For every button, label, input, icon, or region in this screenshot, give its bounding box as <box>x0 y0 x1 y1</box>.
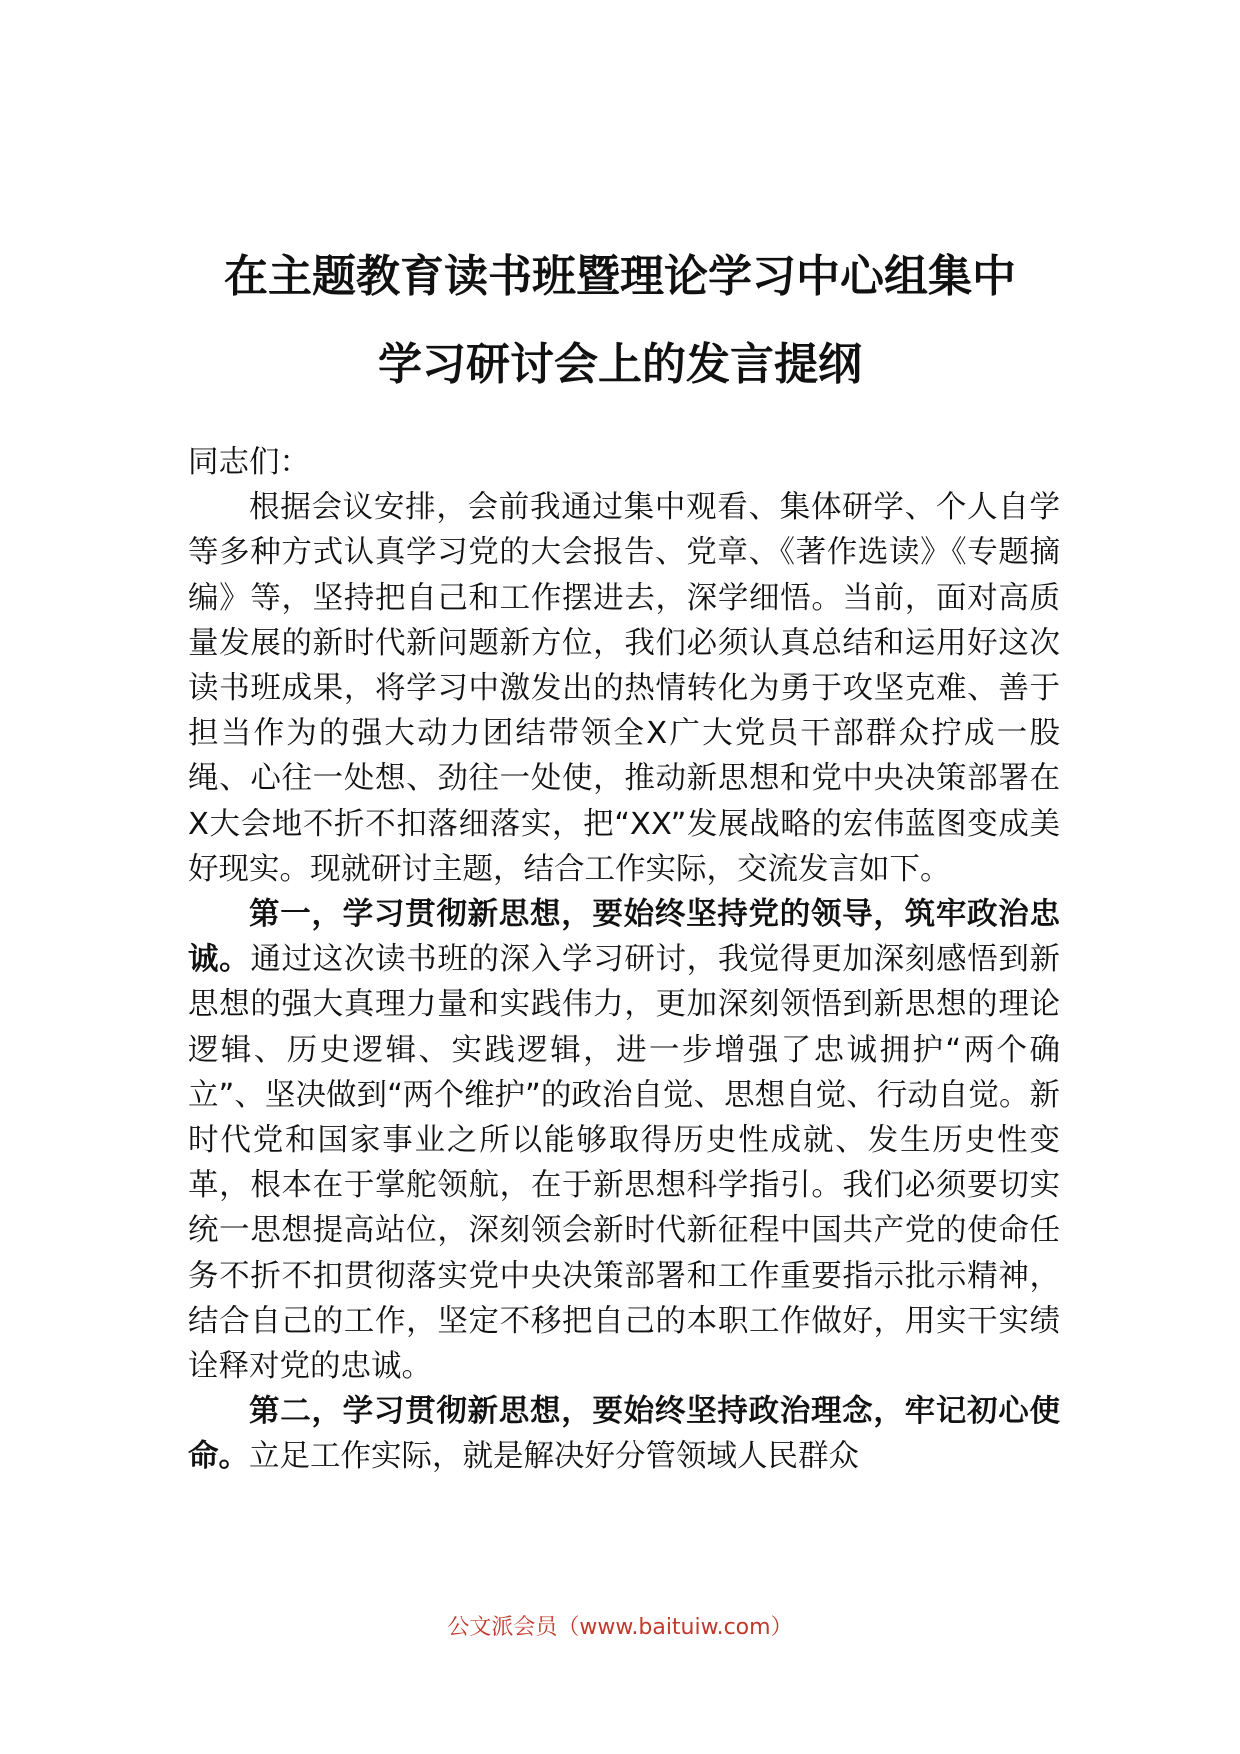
document-title-line-1: 在主题教育读书班暨理论学习中心组集中 <box>224 251 1016 302</box>
paragraph-text: 通过这次读书班的深入学习研讨，我觉得更加深刻感悟到新思想的强大真理力量和实践伟力，更加深刻领悟到新思想的理论逻辑、历史逻辑、实践逻辑，进一步增强了忠诚拥护“两个确立”、坚决做到“两个维护”的政治自觉、思想自觉、行动自觉。新时代党和国家事业之所以能够取得历史性成就、发生历史性变革，根本在于掌舵领航，在于新思想科学指引。我们必须要切实统一思想提高站位，深刻领会新时代新征程中国共产党的使命任务不折不扣贯彻落实党中央决策部署和工作重要指示批示精神，结合自己的工作，坚定不移把自己的本职工作做好，用实干实绩诠释对党的忠诚。 <box>188 942 1061 1385</box>
paragraph-lead: 第二，学习贯彻新思想，要始终坚持政治理念，牢记初心使命。 <box>188 1394 1060 1475</box>
paragraph-point-two <box>188 1389 1060 1479</box>
salutation: 同志们： <box>188 445 310 480</box>
paragraph-text: 根据会议安排，会前我通过集中观看、集体研学、个人自学等多种方式认真学习党的大会报告、党章、《著作选读》《专题摘编》等，坚持把自己和工作摆进去，深学细悟。当前，面对高质量发展的新时代新问题新方位，我们必须认真总结和运用好这次读书班成果，将学习中激发出的热情转化为勇于攻坚克难、善于担当作为的强大动力团结带领全X广大党员干部群众拧成一股绳、心往一处想、劲往一处使，推动新思想和党中央决策部署在X大会地不折不扣落细落实，把“XX”发展战略的宏伟蓝图变成美好现实。现就研讨主题，结合工作实际，交流发言如下。 <box>188 490 1060 887</box>
document-title-line-2: 学习研讨会上的发言提纲 <box>378 339 862 390</box>
paragraph-intro <box>188 485 1060 892</box>
footer-watermark: 公文派会员（www.baituiw.com） <box>447 1615 793 1640</box>
document-body <box>188 440 1060 1480</box>
paragraph-point-one <box>188 892 1060 1389</box>
paragraph-lead: 第一，学习贯彻新思想，要始终坚持党的领导，筑牢政治忠诚。 <box>188 897 1060 978</box>
paragraph-text: 立足工作实际，就是解决好分管领域人民群众 <box>249 1439 859 1475</box>
